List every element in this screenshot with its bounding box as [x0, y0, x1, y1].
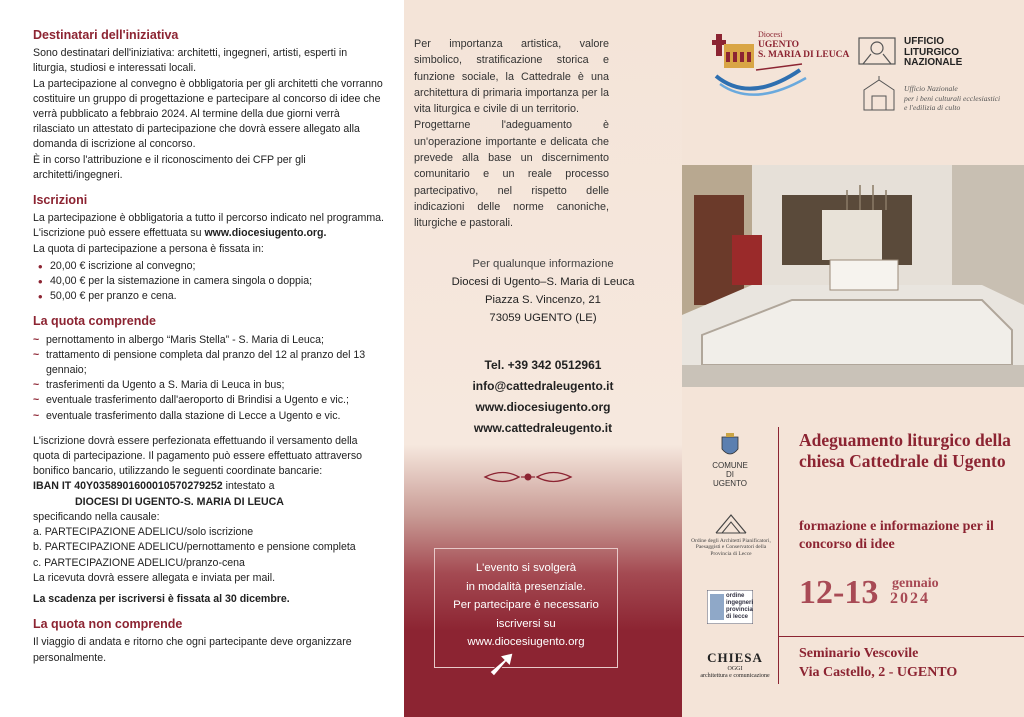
architetti-emblem-icon: [714, 513, 748, 535]
causale-item: b. PARTECIPAZIONE ADELICU/pernottamento e pensione completa: [33, 541, 356, 554]
diocesi-logo-line0: Diocesi: [758, 30, 783, 39]
event-link[interactable]: www.diocesiugento.org: [467, 636, 585, 648]
heading-iscrizioni: Iscrizioni: [33, 193, 88, 208]
comprende-item: ~ trattamento di pensione completa dal pranzo del 12 al pranzo del 13 gennaio;: [46, 348, 384, 378]
causale-intro: specificando nella causale:: [33, 510, 160, 523]
iscrizioni-text-2: [33, 226, 384, 241]
heading-comprende: La quota comprende: [33, 314, 156, 329]
fee-item: • 50,00 € per pranzo e cena.: [50, 289, 384, 304]
deadline-text: La scadenza per iscriversi è fissata al 30 dicembre.: [33, 592, 290, 605]
comprende-item: ~ trasferimenti da Ugento a S. Maria di Leuca in bus;: [46, 378, 384, 393]
chiesa-oggi-logo: [700, 650, 770, 680]
event-year: 2024: [890, 590, 930, 607]
event-subtitle: formazione e informazione per il concorso di idee: [799, 519, 994, 552]
comprende-item: ~ pernottamento in albergo “Maris Stella” - S. Maria di Leuca;: [46, 333, 384, 348]
diocesi-logo-text: [758, 30, 849, 60]
comune-crest-icon: [720, 433, 740, 459]
info-block: [404, 255, 682, 327]
contact-site-diocesi[interactable]: www.diocesiugento.org: [475, 400, 611, 414]
heading-destinatari: Destinatari dell'iniziativa: [33, 28, 179, 42]
comune-logo: [710, 433, 750, 488]
chiesa-line2: OGGI: [727, 666, 743, 672]
architetti-logo: [691, 513, 771, 557]
destinatari-text-2: La partecipazione al convegno è obbligatoria per gli architetti che vorranno costituire un gruppo di progettazione e partecipare al concorso di idee che verrà pubblicato a febbraio 2024. Al termine della due giorni verrà rilasciato un attestato di partecipazione che dovrà essere allegato alla domanda di iscrizione al concorso.: [33, 77, 383, 151]
intro-text: [414, 36, 609, 232]
causale-item: a. PARTECIPAZIONE ADELICU/solo iscrizione: [33, 526, 254, 539]
ing-line3: provincia: [726, 607, 753, 613]
iscrizioni-link[interactable]: www.diocesiugento.org.: [204, 227, 327, 240]
iban-suffix: intestato a: [222, 480, 275, 493]
ufficio-beni-culturali-icon: [860, 76, 898, 112]
chiesa-line3: architettura e comunicazione: [700, 673, 770, 679]
ing-line2: ingegneri: [726, 600, 754, 606]
event-line: L'evento si svolgerà: [475, 562, 577, 574]
section-non-comprende: [33, 617, 384, 666]
event-line: Per partecipare è necessario: [453, 599, 599, 611]
receipt-text: La ricevuta dovrà essere allegata e inviata per mail.: [33, 571, 276, 584]
section-iscrizioni: [33, 193, 384, 304]
iscrizioni-text-2-prefix: L'iscrizione può essere effettuata su: [33, 227, 205, 240]
info-org: Diocesi di Ugento–S. Maria di Leuca: [451, 276, 635, 288]
cathedral-presbytery-photo: [682, 165, 1024, 387]
contact-site-cattedrale[interactable]: www.cattedraleugento.it: [473, 421, 613, 435]
destinatari-text-3: È in corso l'attribuzione e il riconoscimento dei CFP per gli architetti/ingegneri.: [33, 153, 306, 181]
venue-name: Seminario Vescovile: [799, 646, 919, 661]
venue-address: Via Castello, 2 - UGENTO: [799, 665, 958, 680]
event-title: Adeguamento liturgico della chiesa Cattedrale di Ugento: [799, 430, 1011, 471]
chiesa-line1: CHIESA: [707, 650, 763, 665]
event-month: gennaio: [892, 576, 939, 591]
uln-line2: LITURGICO: [904, 46, 959, 58]
fee-item: • 40,00 € per la sistemazione in camera singola o doppia;: [50, 274, 384, 289]
diocesi-logo-line2: S. MARIA DI LEUCA: [758, 50, 850, 60]
comune-line2: DI UGENTO: [712, 470, 748, 488]
event-days: 12-13: [799, 574, 879, 611]
heading-non-comprende: La quota non comprende: [33, 617, 183, 632]
causale-item: c. PARTECIPAZIONE ADELICU/pranzo-cena: [33, 556, 245, 569]
comprende-list: [33, 333, 384, 424]
info-city: 73059 UGENTO (LE): [489, 312, 597, 324]
fee-list: [33, 259, 384, 305]
section-pagamento: [33, 434, 384, 607]
section-comprende: [33, 314, 384, 423]
iscrizioni-text-3: La quota di partecipazione a persona è fissata in:: [33, 242, 264, 255]
vertical-divider: [778, 427, 779, 684]
horizontal-divider: [778, 636, 1024, 637]
iban-value: IBAN IT 40Y0358901600010570279252: [33, 480, 223, 493]
ing-line1: ordine: [726, 593, 745, 599]
comprende-item: ~ eventuale trasferimento dalla stazione di Lecce a Ugento e vic.: [46, 409, 384, 424]
event-box: [434, 548, 618, 668]
uln-line3: NAZIONALE: [904, 57, 963, 68]
ing-line4: di lecce: [726, 614, 749, 620]
intro-paragraph-2: Progettarne l'adeguamento è un'operazione importante e delicata che prevede alla base un discernimento comunitario e un reale processo partecipativo, nel rispetto delle indicazioni delle norme canoniche, liturgiche e pastorali.: [414, 119, 609, 230]
comprende-item: ~ eventuale trasferimento dall'aeroporto di Brindisi a Ugento e vic.;: [46, 393, 384, 408]
uff-line3: e l'edilizia di culto: [904, 103, 961, 112]
ornament-icon: [483, 466, 573, 488]
diocesi-logo-line1: UGENTO: [758, 40, 800, 50]
ingegneri-logo-text: [726, 593, 753, 621]
uff-line1: Ufficio Nazionale: [904, 84, 958, 93]
ufficio-beni-culturali-text: [904, 84, 1000, 113]
intro-paragraph-1: Per importanza artistica, valore simbolico, stratificazione storica e funzione sociale, la Cattedrale è una architettura di primaria importanza per la vita liturgica e civile di un territorio.: [414, 38, 609, 116]
non-comprende-text: Il viaggio di andata e ritorno che ogni partecipante deve organizzare personalmente.: [33, 636, 352, 664]
pagamento-text: L'iscrizione dovrà essere perfezionata effettuando il versamento della quota di partecipazione. Il pagamento può essere effettuato attraverso bonifico bancario, utilizzando le seguenti coordinate bancarie:: [33, 434, 363, 478]
beneficiary: DIOCESI DI UGENTO-S. MARIA DI LEUCA: [75, 495, 284, 508]
destinatari-text-1: Sono destinatari dell'iniziativa: architetti, ingegneri, artisti, esperti in liturgia, studiosi e interessati locali.: [33, 47, 348, 75]
contact-phone[interactable]: Tel. +39 342 0512961: [484, 358, 602, 372]
ufficio-liturgico-icon: [857, 34, 897, 68]
contact-email[interactable]: info@cattedraleugento.it: [472, 379, 614, 393]
comune-line1: COMUNE: [712, 461, 748, 470]
ufficio-liturgico-text: [904, 37, 962, 69]
iscrizioni-text-1: La partecipazione è obbligatoria a tutto il percorso indicato nel programma.: [33, 212, 384, 225]
uln-line1: UFFICIO: [904, 36, 944, 47]
event-line: iscriversi su: [496, 617, 556, 630]
left-panel: [0, 0, 404, 717]
right-panel: [682, 0, 1024, 717]
section-destinatari: [33, 28, 384, 183]
fee-item: • 20,00 € iscrizione al convegno;: [50, 259, 384, 274]
architetti-text: Ordine degli Architetti Pianificatori, Paesaggisti e Conservatori della Provincia di Lecce: [691, 537, 771, 557]
event-line: in modalità presenziale.: [466, 580, 586, 593]
middle-panel: [404, 0, 682, 717]
uff-line2: per i beni culturali ecclesiastici: [904, 93, 1001, 103]
contacts-block: [404, 355, 682, 439]
info-label: Per qualunque informazione: [472, 258, 614, 270]
info-street: Piazza S. Vincenzo, 21: [485, 294, 601, 306]
iban-line: [33, 479, 384, 494]
venue: [799, 644, 957, 682]
cursor-arrow-icon: [486, 650, 516, 678]
